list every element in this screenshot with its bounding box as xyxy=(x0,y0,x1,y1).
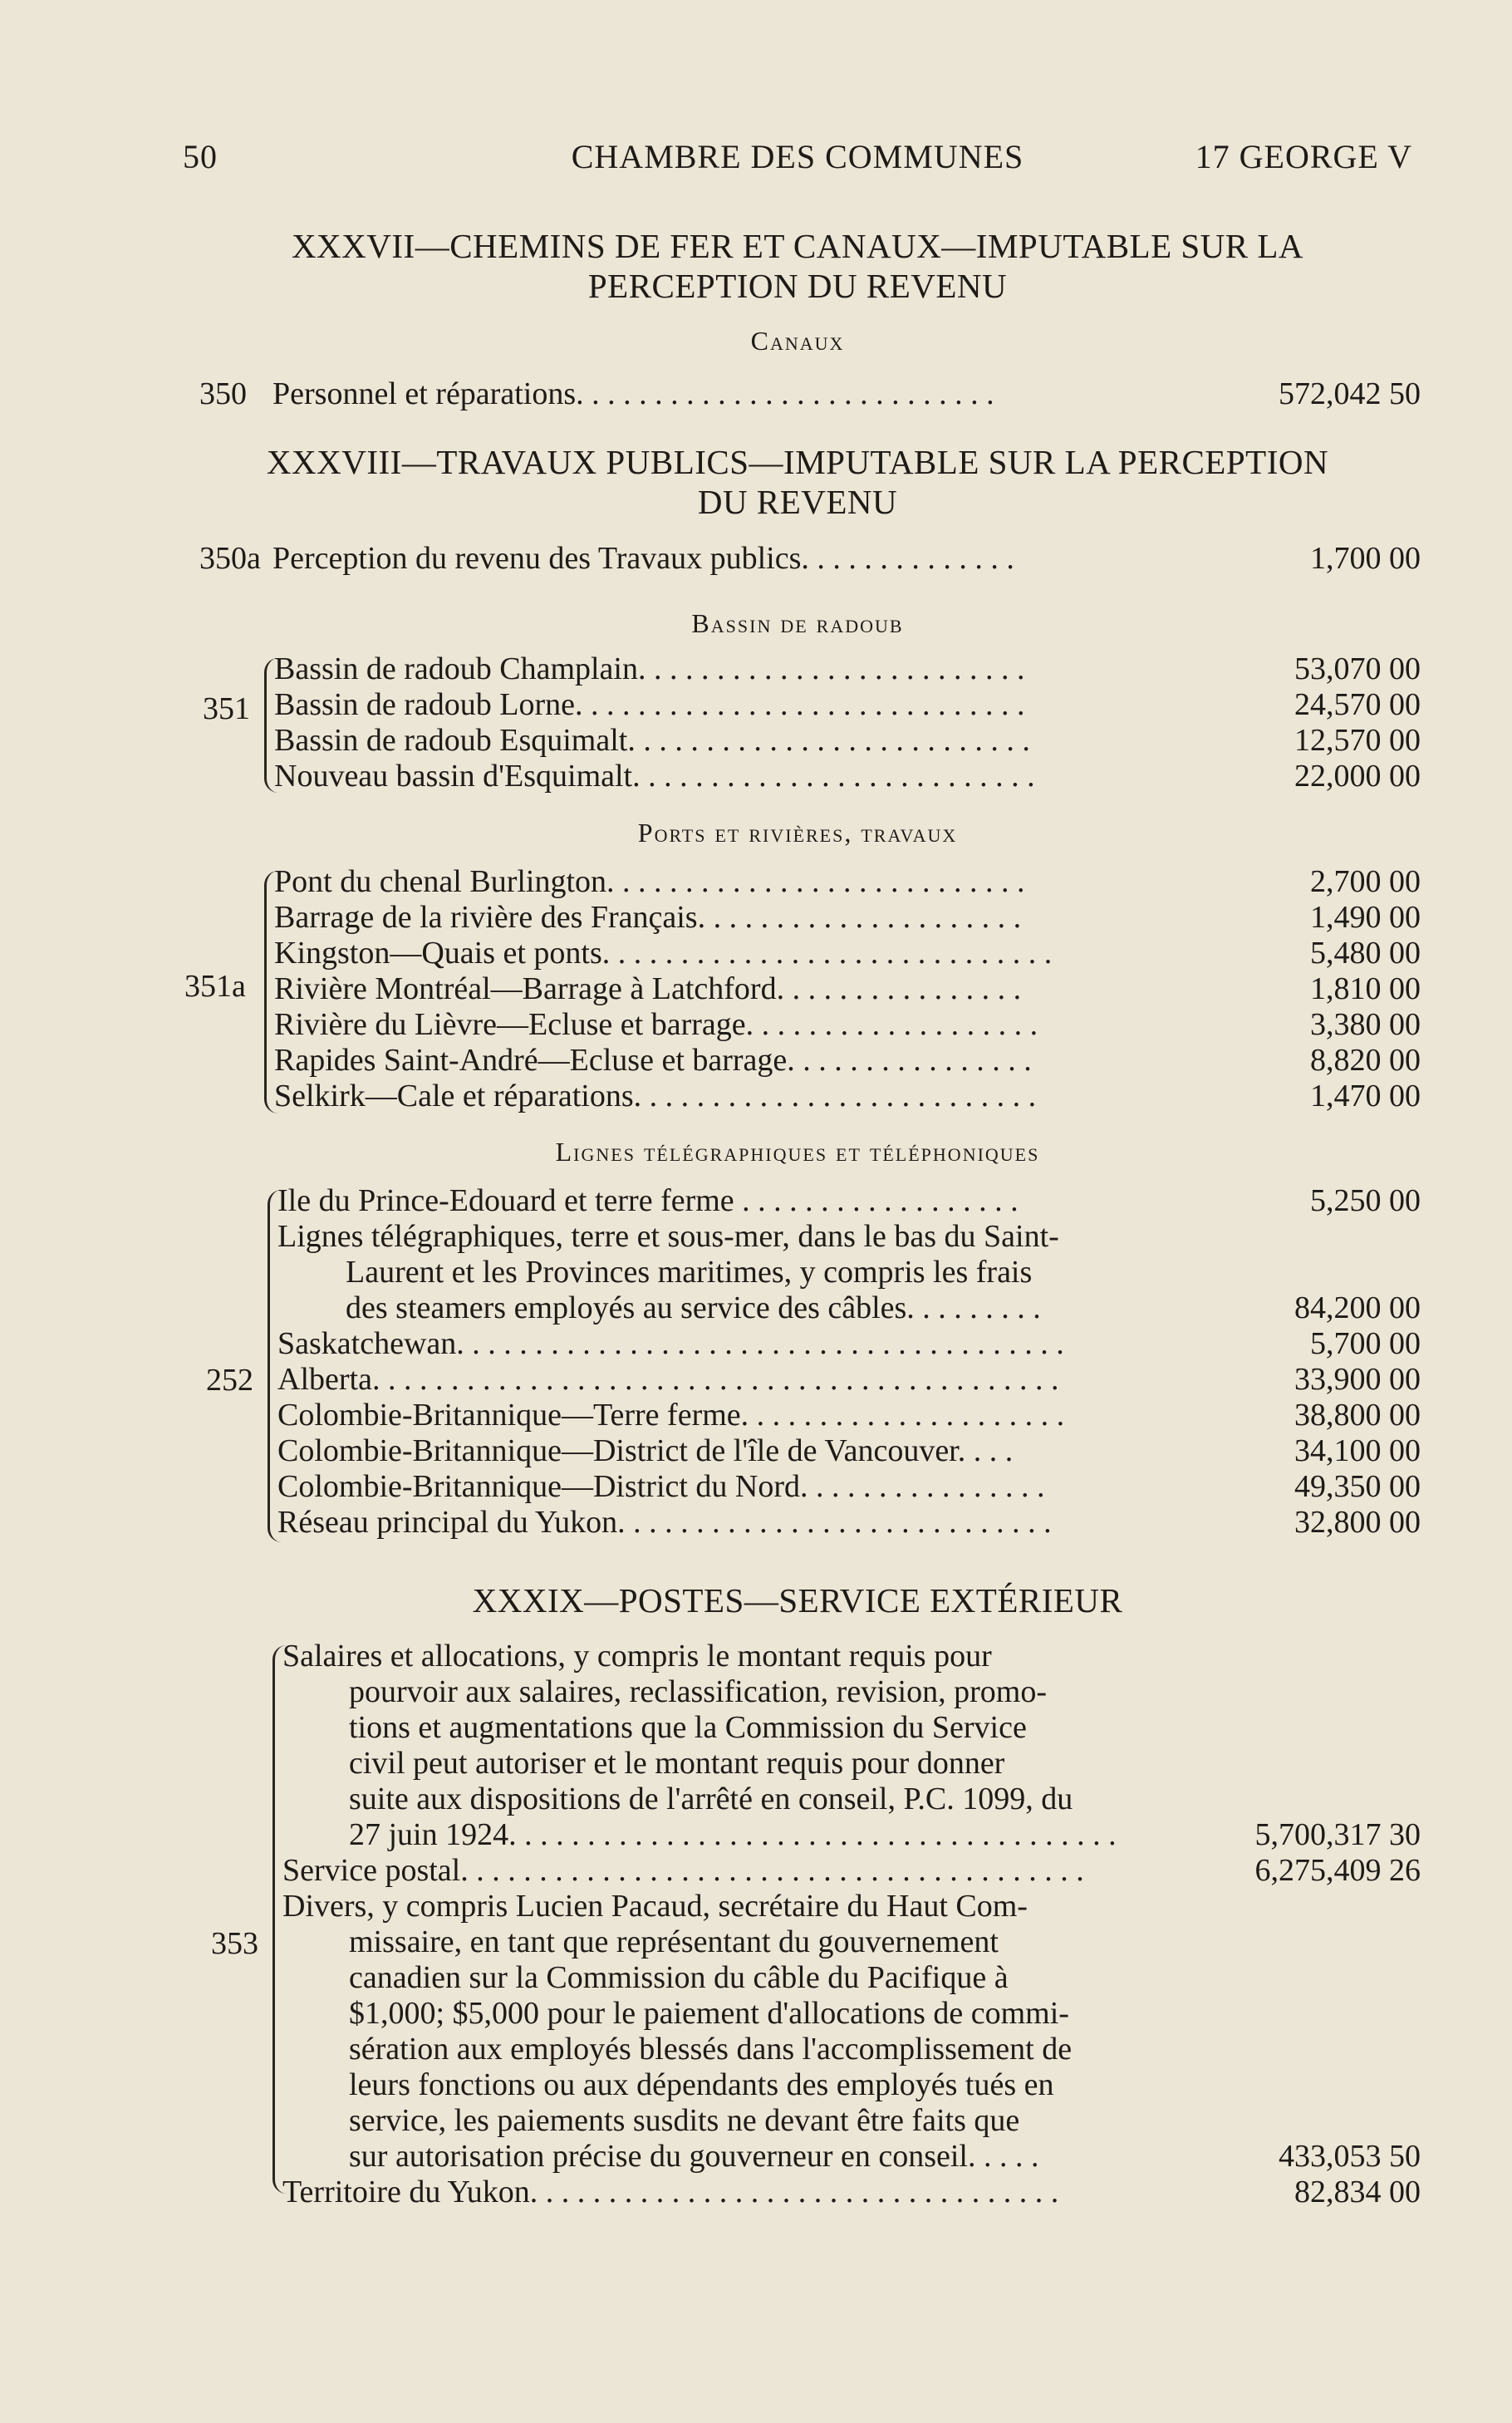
row-label: Alberta. . . . . . . . . . . . . . . . . . . . . . . . . . . . . . . . . . . . . . . . . . . . xyxy=(277,1362,1059,1397)
row-label: Nouveau bassin d'Esquimalt. . . . . . . . . . . . . . . . . . . . . . . . . . xyxy=(274,759,1035,794)
row-amount: 53,070 00 xyxy=(1294,651,1421,686)
row-label: Saskatchewan. . . . . . . . . . . . . . . . . . . . . . . . . . . . . . . . . . . . . . . xyxy=(277,1326,1064,1361)
divers-line5: sération aux employés blessés dans l'accomplissement de xyxy=(349,2032,1073,2067)
bassin-subtitle: Bassin de radoub xyxy=(691,608,904,638)
item-label: Perception du revenu des Travaux publics. . . . . . . . . . . . . . xyxy=(272,541,1014,576)
row-amount: 12,570 00 xyxy=(1294,723,1421,758)
page-header xyxy=(183,137,1412,179)
row-amount: 1,470 00 xyxy=(1310,1079,1421,1113)
row-label: Rapides Saint-André—Ecluse et barrage. . . . . . . . . . . . . . . . xyxy=(274,1043,1032,1078)
row-amount: 22,000 00 xyxy=(1294,759,1421,794)
section-37-title xyxy=(166,226,1429,306)
salaires-line3: tions et augmentations que la Commission du Service xyxy=(349,1710,1027,1745)
item-number: 350 xyxy=(199,376,247,411)
ports-subtitle: Ports et rivières, travaux xyxy=(637,818,958,848)
ports-row xyxy=(274,971,1421,1007)
item-350 xyxy=(199,376,1421,412)
item-label: Personnel et réparations. . . . . . . . . . . . . . . . . . . . . . . . . . . xyxy=(272,376,994,411)
lignes-multi-line2: Laurent et les Provinces maritimes, y compris les frais xyxy=(346,1255,1033,1290)
row-amount: 33,900 00 xyxy=(1294,1362,1421,1397)
row-label: Bassin de radoub Champlain. . . . . . . . . . . . . . . . . . . . . . . . . xyxy=(274,651,1025,686)
row-amount: 1,810 00 xyxy=(1310,971,1421,1006)
section-38-title-line1: XXXVIII—TRAVAUX PUBLICS—IMPUTABLE SUR LA PERCEPTION xyxy=(266,443,1329,481)
group-number-252: 252 xyxy=(206,1363,253,1398)
group-number-351a: 351a xyxy=(184,969,246,1004)
page-number: 50 xyxy=(183,138,218,175)
row-label: 27 juin 1924. . . . . . . . . . . . . . . . . . . . . . . . . . . . . . . . . . . . . . . xyxy=(349,1817,1117,1852)
section-38-title-line2: DU REVENU xyxy=(697,483,898,521)
ports-row xyxy=(274,1043,1421,1079)
item-number: 350a xyxy=(199,541,261,576)
divers-line2: missaire, en tant que représentant du gouvernement xyxy=(349,1924,999,1959)
row-amount: 5,250 00 xyxy=(1310,1183,1421,1218)
row-amount: 3,380 00 xyxy=(1310,1007,1421,1042)
divers-line1: Divers, y compris Lucien Pacaud, secrétaire du Haut Com- xyxy=(282,1889,1028,1924)
yukon-row xyxy=(282,2175,1421,2210)
ports-row xyxy=(274,900,1421,936)
salaires-line1: Salaires et allocations, y compris le montant requis pour xyxy=(282,1639,992,1673)
section-37-title-line2: PERCEPTION DU REVENU xyxy=(587,267,1008,305)
lignes-row xyxy=(277,1183,1421,1219)
ports-row xyxy=(274,936,1421,971)
row-amount: 84,200 00 xyxy=(1294,1290,1421,1325)
postal-row xyxy=(282,1853,1421,1889)
item-amount: 572,042 50 xyxy=(1279,376,1421,411)
bassin-row xyxy=(274,687,1421,723)
lignes-multi-line1: Lignes télégraphiques, terre et sous-mer, dans le bas du Saint- xyxy=(277,1219,1059,1254)
salaires-line2: pourvoir aux salaires, reclassification, revision, promo- xyxy=(349,1674,1047,1709)
salaires-line4: civil peut autoriser et le montant requis pour donner xyxy=(349,1746,1005,1781)
bassin-row xyxy=(274,651,1421,687)
row-amount: 433,053 50 xyxy=(1279,2139,1421,2174)
divers-line4: $1,000; $5,000 pour le paiement d'allocations de commi- xyxy=(349,1996,1069,2031)
row-label: Colombie-Britannique—District du Nord. . . . . . . . . . . . . . . . xyxy=(277,1469,1045,1504)
row-label: Pont du chenal Burlington. . . . . . . . . . . . . . . . . . . . . . . . . . . xyxy=(274,864,1025,899)
row-amount: 5,700,317 30 xyxy=(1254,1817,1421,1852)
row-label: Réseau principal du Yukon. . . . . . . . . . . . . . . . . . . . . . . . . . . . xyxy=(277,1505,1052,1540)
section-38-title xyxy=(166,442,1429,522)
row-label: Bassin de radoub Esquimalt. . . . . . . . . . . . . . . . . . . . . . . . . . xyxy=(274,723,1030,758)
lignes-row xyxy=(277,1469,1421,1505)
row-label: Bassin de radoub Lorne. . . . . . . . . . . . . . . . . . . . . . . . . . . . . xyxy=(274,687,1025,722)
lignes-row xyxy=(277,1505,1421,1541)
divers-line7: service, les paiements susdits ne devant être faits que xyxy=(349,2103,1020,2138)
item-amount: 1,700 00 xyxy=(1310,541,1421,576)
row-amount: 5,700 00 xyxy=(1310,1326,1421,1361)
row-label: des steamers employés au service des câbles. . . . . . . . . xyxy=(346,1290,1041,1325)
lignes-row xyxy=(277,1362,1421,1398)
row-label: Colombie-Britannique—Terre ferme. . . . . . . . . . . . . . . . . . . . . xyxy=(277,1398,1065,1433)
lignes-row xyxy=(277,1398,1421,1433)
row-amount: 82,834 00 xyxy=(1294,2175,1421,2209)
header-title: CHAMBRE DES COMMUNES xyxy=(571,138,1024,175)
item-350a xyxy=(199,540,1421,577)
group-number-351: 351 xyxy=(203,691,250,726)
row-label: Rivière Montréal—Barrage à Latchford. . . . . . . . . . . . . . . . xyxy=(274,971,1022,1006)
lignes-multi-last xyxy=(346,1290,1421,1326)
row-amount: 32,800 00 xyxy=(1294,1505,1421,1540)
row-label: Ile du Prince-Edouard et terre ferme . . . . . . . . . . . . . . . . . . xyxy=(277,1183,1019,1218)
row-label: Colombie-Britannique—District de l'île de Vancouver. . . . xyxy=(277,1433,1014,1468)
row-label: Service postal. . . . . . . . . . . . . . . . . . . . . . . . . . . . . . . . . . . . . . . . xyxy=(282,1853,1084,1888)
bassin-row xyxy=(274,759,1421,794)
row-amount: 34,100 00 xyxy=(1294,1433,1421,1468)
section-37-title-line1: XXXVII—CHEMINS DE FER ET CANAUX—IMPUTABLE SUR LA xyxy=(291,227,1304,265)
section-37-subtitle: Canaux xyxy=(750,326,845,356)
ports-row xyxy=(274,1007,1421,1043)
row-amount: 38,800 00 xyxy=(1294,1398,1421,1433)
divers-last xyxy=(349,2139,1421,2175)
lignes-row xyxy=(277,1326,1421,1362)
row-label: Rivière du Lièvre—Ecluse et barrage. . . . . . . . . . . . . . . . . . . xyxy=(274,1007,1038,1042)
row-amount: 2,700 00 xyxy=(1310,864,1421,899)
row-label: Territoire du Yukon. . . . . . . . . . . . . . . . . . . . . . . . . . . . . . . . . . xyxy=(282,2175,1059,2209)
divers-line6: leurs fonctions ou aux dépendants des employés tués en xyxy=(349,2067,1054,2102)
bassin-row xyxy=(274,723,1421,759)
salaires-line5: suite aux dispositions de l'arrêté en conseil, P.C. 1099, du xyxy=(349,1782,1073,1816)
row-label: Barrage de la rivière des Français. . . . . . . . . . . . . . . . . . . . . xyxy=(274,900,1022,935)
row-label: Kingston—Quais et ponts. . . . . . . . . . . . . . . . . . . . . . . . . . . . . xyxy=(274,936,1053,971)
row-amount: 6,275,409 26 xyxy=(1254,1853,1421,1888)
lignes-subtitle: Lignes télégraphiques et téléphoniques xyxy=(555,1137,1040,1167)
ports-row xyxy=(274,864,1421,900)
ports-row xyxy=(274,1079,1421,1114)
row-label: Selkirk—Cale et réparations. . . . . . . . . . . . . . . . . . . . . . . . . . xyxy=(274,1079,1037,1113)
salaires-last xyxy=(349,1817,1421,1853)
row-amount: 8,820 00 xyxy=(1310,1043,1421,1078)
row-label: sur autorisation précise du gouverneur en conseil. . . . . xyxy=(349,2139,1039,2174)
row-amount: 24,570 00 xyxy=(1294,687,1421,722)
header-reign: 17 GEORGE V xyxy=(1195,138,1412,175)
row-amount: 49,350 00 xyxy=(1294,1469,1421,1504)
group-number-353: 353 xyxy=(211,1926,258,1961)
row-amount: 5,480 00 xyxy=(1310,936,1421,971)
divers-line3: canadien sur la Commission du câble du Pacifique à xyxy=(349,1960,1009,1995)
section-39-title: XXXIX—POSTES—SERVICE EXTÉRIEUR xyxy=(472,1581,1123,1619)
lignes-row xyxy=(277,1433,1421,1469)
row-amount: 1,490 00 xyxy=(1310,900,1421,935)
